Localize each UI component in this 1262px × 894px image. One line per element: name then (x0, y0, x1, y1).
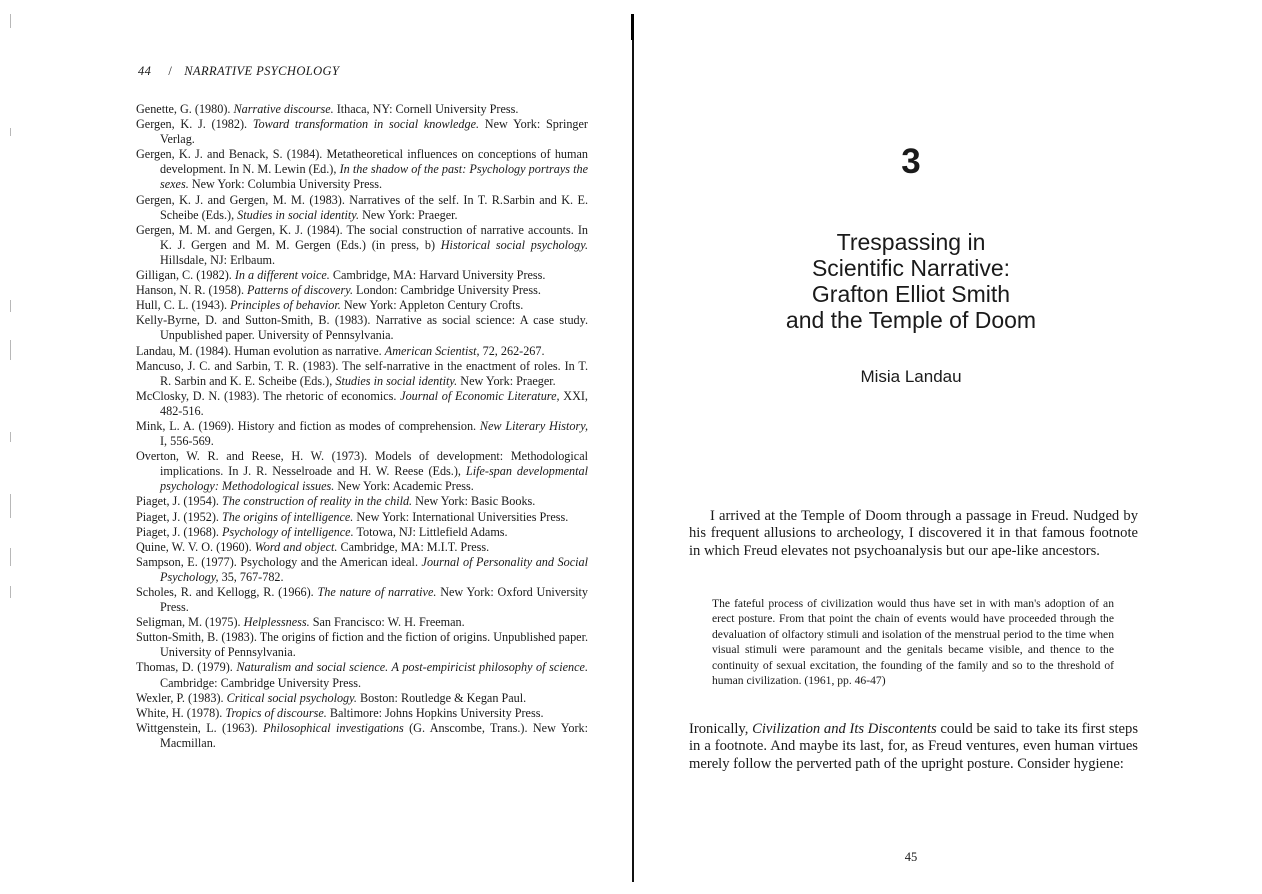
reference-text: Hanson, N. R. (1958). (136, 283, 248, 298)
reference-text: Wexler, P. (1983). (136, 690, 227, 705)
reference-entry (136, 449, 588, 494)
reference-text: New York: Praeger. (457, 373, 556, 388)
reference-title: Journal of Economic Literature, (400, 388, 560, 403)
reference-text: Scholes, R. and Kellogg, R. (1966). (136, 585, 318, 599)
reference-text: Cambridge, MA: M.I.T. Press. (337, 539, 490, 554)
reference-text: Thomas, D. (1979). (136, 660, 237, 675)
reference-entry (136, 268, 588, 283)
chapter-title-line: and the Temple of Doom (785, 307, 1037, 333)
right-page (636, 0, 1262, 894)
reference-text: Cambridge, MA: Harvard University Press. (329, 268, 546, 283)
reference-text: Hull, C. L. (1943). (136, 298, 231, 313)
reference-text: Ithaca, NY: Cornell University Press. (333, 102, 519, 116)
left-page (0, 0, 630, 894)
reference-text: Piaget, J. (1954). (136, 494, 222, 509)
paragraph-text: could be said to take its first steps in a footnote. And maybe its last, for, as Freud ventures, even human virtues merely follow the perverted path of the upright posture. Consider hygiene: (689, 721, 1139, 772)
reference-entry (136, 419, 588, 449)
reference-title: The origins of intelligence. (221, 509, 354, 524)
chapter-author: Misia Landau (860, 367, 962, 386)
reference-title: American Scientist, (384, 343, 480, 358)
reference-title: Psychology of intelligence. (221, 524, 354, 539)
reference-text: Hillsdale, NJ: Erlbaum. (160, 252, 276, 267)
reference-title: Studies in social identity. (237, 207, 360, 222)
reference-entry (136, 540, 588, 555)
page-number-left: 44 (138, 64, 152, 78)
reference-text: Sutton-Smith, B. (1983). The origins of fiction and the fiction of origins. Unpublished paper. University of Pennsylvania. (136, 630, 589, 660)
reference-text: 35, 767-782. (218, 569, 284, 584)
running-head (138, 64, 339, 79)
reference-title: Naturalism and social science. A post-empiricist philosophy of science. (236, 660, 588, 675)
reference-text: New York: Appleton Century Crofts. (340, 298, 524, 313)
reference-text: XXI, 482-516. (160, 388, 588, 418)
body-paragraph: I arrived at the Temple of Doom through a passage in Freud. Nudged by his frequent allusions to archeology, I discovered it in that famous footnote in which Freud elevates not psychoanalysis but our ape-like ancestors. (689, 508, 1138, 559)
reference-text: San Francisco: W. H. Freeman. (309, 615, 465, 630)
reference-title: The nature of narrative. (317, 585, 437, 599)
reference-text: Wittgenstein, L. (1963). (136, 720, 263, 735)
reference-text: Mancuso, J. C. and Sarbin, T. R. (1983). The self-narrative in the enactment of roles. In T. R. Sarbin and K. E. Scheibe (Eds.), (136, 358, 588, 388)
running-head-separator: / (168, 64, 173, 78)
reference-title: The construction of reality in the child. (221, 494, 413, 509)
block-quote: The fateful process of civilization would thus have set in with man's adoption of an erect posture. From that point the chain of events would have proceeded through the devaluation of olfactory stimuli and isolation of the menstrual period to the time when visual stimuli were paramount and the genitals became visible, and thence to the continuity of sexual excitation, the founding of the family and so to the threshold of human civilization. (1961, pp. 46-47) (712, 597, 1114, 688)
reference-text: New York: Basic Books. (412, 494, 536, 509)
reference-text: Quine, W. V. O. (1960). (136, 539, 255, 554)
reference-entry (136, 555, 588, 585)
reference-title: Journal of Personality and Social Psychology, (160, 554, 588, 584)
reference-entry (136, 283, 588, 298)
reference-text: Kelly-Byrne, D. and Sutton-Smith, B. (1983). Narrative as social science: A case study. Unpublished paper. University of Pennsylvania. (136, 313, 588, 343)
reference-entry (136, 691, 588, 706)
reference-text: New York: Oxford University Press. (160, 585, 588, 615)
reference-title: New Literary History, (479, 418, 588, 433)
chapter-title-line: Trespassing in (836, 229, 986, 255)
reference-text: New York: Columbia University Press. (188, 177, 383, 192)
reference-entry (136, 494, 588, 509)
reference-entry (136, 721, 588, 751)
reference-text: Genette, G. (1980). (136, 102, 234, 116)
reference-text: New York: Praeger. (359, 207, 458, 222)
reference-entry (136, 510, 588, 525)
reference-list (136, 102, 588, 751)
reference-text: 72, 262-267. (479, 343, 545, 358)
reference-entry (136, 359, 588, 389)
reference-text: Gergen, M. M. and Gergen, K. J. (1984). The social construction of narrative accounts. In K. J. Gergen and M. M. Gergen (Eds.) (in press, b) (136, 222, 588, 252)
reference-text: Cambridge: Cambridge University Press. (160, 675, 362, 690)
reference-text: Overton, W. R. and Reese, H. W. (1973). Models of development: Methodological implications. In J. R. Nesselroade and H. W. Reese (Eds.), (136, 449, 588, 479)
reference-title: In the shadow of the past: Psychology portrays the sexes. (160, 162, 589, 192)
chapter-title (636, 229, 1186, 333)
reference-entry (136, 630, 588, 660)
reference-entry (136, 223, 588, 268)
body-paragraph (689, 721, 1138, 773)
reference-title: Word and object. (254, 539, 338, 554)
reference-title: Helplessness. (243, 615, 310, 630)
reference-text: McClosky, D. N. (1983). The rhetoric of economics. (136, 388, 401, 403)
reference-title: Philosophical investigations (262, 720, 404, 735)
reference-entry (136, 525, 588, 540)
reference-entry (136, 389, 588, 419)
reference-text: Baltimore: Johns Hopkins University Press. (326, 705, 544, 720)
reference-title: Toward transformation in social knowledge. (252, 117, 480, 132)
reference-entry (136, 615, 588, 630)
reference-title: Critical social psychology. (226, 690, 357, 705)
reference-text: London: Cambridge University Press. (353, 283, 541, 298)
reference-entry (136, 660, 588, 690)
reference-title: Tropics of discourse. (225, 705, 327, 720)
reference-text: White, H. (1978). (136, 705, 226, 720)
book-title: Civilization and Its Discontents (752, 721, 937, 737)
running-head-title: NARRATIVE PSYCHOLOGY (184, 64, 340, 78)
book-gutter-shadow (631, 14, 634, 40)
reference-title: Principles of behavior. (230, 298, 341, 313)
reference-text: New York: International Universities Press. (353, 509, 569, 524)
reference-text: Landau, M. (1984). Human evolution as narrative. (136, 343, 385, 358)
reference-text: Totowa, NJ: Littlefield Adams. (353, 524, 508, 539)
reference-entry (136, 298, 588, 313)
paragraph-text: Ironically, (689, 721, 753, 737)
reference-entry (136, 313, 588, 343)
chapter-number: 3 (901, 142, 921, 181)
reference-text: Gilligan, C. (1982). (136, 268, 235, 283)
chapter-title-line: Scientific Narrative: (811, 255, 1011, 281)
reference-text: New York: Academic Press. (334, 479, 474, 494)
reference-text: Piaget, J. (1968). (136, 524, 222, 539)
reference-text: Piaget, J. (1952). (136, 509, 222, 524)
reference-entry (136, 344, 588, 359)
reference-title: Narrative discourse. (233, 102, 334, 116)
reference-entry (136, 102, 588, 117)
reference-entry (136, 706, 588, 721)
reference-text: Mink, L. A. (1969). History and fiction as modes of comprehension. (136, 418, 480, 433)
reference-title: Historical social psychology. (440, 237, 588, 252)
reference-text: Sampson, E. (1977). Psychology and the American ideal. (136, 554, 422, 569)
reference-text: Boston: Routledge & Kegan Paul. (356, 690, 527, 705)
reference-text: I, 556-569. (160, 434, 214, 449)
reference-entry (136, 193, 588, 223)
reference-title: Patterns of discovery. (247, 283, 353, 298)
reference-text: New York: Springer Verlag. (160, 117, 588, 147)
reference-text: Seligman, M. (1975). (136, 615, 244, 630)
reference-entry (136, 585, 588, 615)
page-number-right: 45 (904, 850, 918, 864)
reference-text: (G. Anscombe, Trans.). New York: Macmillan. (160, 720, 588, 750)
chapter-title-line: Grafton Elliot Smith (811, 281, 1011, 307)
reference-entry (136, 117, 588, 147)
reference-title: Life-span developmental psychology: Methodological issues. (160, 464, 588, 494)
reference-text: Gergen, K. J. and Gergen, M. M. (1983). Narratives of the self. In T. R.Sarbin and K. E. Scheibe (Eds.), (136, 192, 588, 222)
reference-text: Gergen, K. J. and Benack, S. (1984). Metatheoretical influences on conceptions of human development. In N. M. Lewin (Ed.), (136, 147, 588, 177)
reference-entry (136, 147, 588, 192)
book-gutter (632, 14, 634, 882)
reference-text: Gergen, K. J. (1982). (136, 117, 253, 132)
reference-title: Studies in social identity. (335, 373, 458, 388)
reference-title: In a different voice. (234, 268, 330, 283)
